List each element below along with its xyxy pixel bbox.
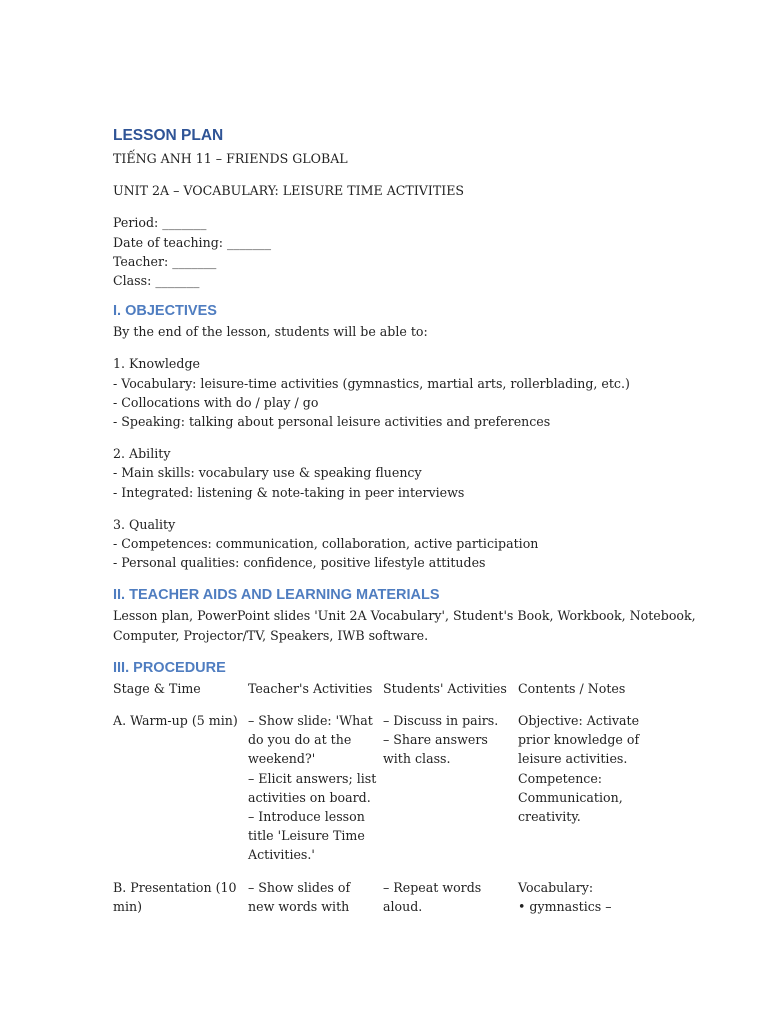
teacher-text: activities on board.	[248, 789, 371, 805]
notes-cell	[518, 711, 653, 826]
teacher-text: – Elicit answers; list	[248, 770, 377, 786]
procedure-row-warmup	[113, 711, 658, 865]
aids-line: Lesson plan, PowerPoint slides 'Unit 2A Vocabulary', Student's Book, Workbook, Notebook,	[113, 608, 696, 624]
teacher-text: new words with	[248, 898, 350, 914]
teacher-cell	[248, 878, 383, 916]
knowledge-item: - Collocations with do / play / go	[113, 394, 319, 410]
teacher-field: Teacher: _______	[113, 253, 217, 269]
quality-item: - Personal qualities: confidence, positive lifestyle attitudes	[113, 555, 486, 571]
procedure-row-presentation	[113, 878, 658, 916]
students-text: – Share answers	[383, 732, 488, 748]
knowledge-section	[113, 354, 658, 431]
ability-section	[113, 444, 658, 502]
stage-text: A. Warm-up (5 min)	[113, 713, 238, 729]
quality-title: 3. Quality	[113, 516, 176, 532]
students-text: with class.	[383, 751, 451, 767]
aids-heading: II. TEACHER AIDS AND LEARNING MATERIALS	[113, 587, 440, 604]
aids-line: Computer, Projector/TV, Speakers, IWB software.	[113, 627, 429, 643]
stage-text: B. Presentation (10	[113, 879, 237, 895]
notes-text: Communication,	[518, 789, 623, 805]
notes-cell	[518, 878, 653, 916]
teacher-text: weekend?'	[248, 751, 316, 767]
teacher-text: – Show slides of	[248, 879, 351, 895]
ability-item: - Integrated: listening & note-taking in peer interviews	[113, 484, 465, 500]
notes-text: prior knowledge of	[518, 732, 640, 748]
teacher-cell	[248, 711, 383, 865]
knowledge-title: 1. Knowledge	[113, 356, 200, 372]
stage-cell	[113, 711, 248, 730]
notes-text: creativity.	[518, 809, 581, 825]
procedure-heading: III. PROCEDURE	[113, 659, 226, 676]
students-text: aloud.	[383, 898, 423, 914]
unit-title: UNIT 2A – VOCABULARY: LEISURE TIME ACTIVITIES	[113, 183, 465, 199]
students-text: – Discuss in pairs.	[383, 713, 499, 729]
notes-text: Objective: Activate	[518, 713, 640, 729]
date-field: Date of teaching: _______	[113, 234, 272, 250]
column-header-stage: Stage & Time	[113, 680, 201, 696]
teacher-text: Activities.'	[248, 847, 315, 863]
objectives-intro: By the end of the lesson, students will be able to:	[113, 324, 428, 340]
knowledge-item: - Vocabulary: leisure-time activities (gymnastics, martial arts, rollerblading, etc.)	[113, 375, 630, 391]
document-title: LESSON PLAN	[113, 127, 224, 144]
period-field: Period: _______	[113, 215, 207, 231]
quality-section	[113, 515, 658, 573]
document-subtitle: TIẾNG ANH 11 – FRIENDS GLOBAL	[113, 151, 348, 166]
students-cell	[383, 878, 518, 916]
stage-cell	[113, 878, 248, 916]
quality-item: - Competences: communication, collaboration, active participation	[113, 536, 539, 552]
lesson-info	[113, 213, 658, 290]
teacher-text: do you do at the	[248, 732, 352, 748]
lesson-plan-page	[113, 125, 696, 916]
teacher-text: – Introduce lesson	[248, 809, 365, 825]
students-text: – Repeat words	[383, 879, 482, 895]
notes-text: leisure activities.	[518, 751, 628, 767]
notes-text: Vocabulary:	[518, 879, 594, 895]
column-header-notes: Contents / Notes	[518, 680, 626, 696]
teacher-text: title 'Leisure Time	[248, 828, 365, 844]
teacher-text: – Show slide: 'What	[248, 713, 373, 729]
column-header-teacher: Teacher's Activities	[248, 680, 373, 696]
ability-item: - Main skills: vocabulary use & speaking fluency	[113, 465, 422, 481]
class-field: Class: _______	[113, 273, 200, 289]
column-header-students: Students' Activities	[383, 680, 507, 696]
stage-text: min)	[113, 898, 142, 914]
notes-text: • gymnastics –	[518, 898, 612, 914]
notes-text: Competence:	[518, 770, 603, 786]
ability-title: 2. Ability	[113, 446, 171, 462]
knowledge-item: - Speaking: talking about personal leisure activities and preferences	[113, 414, 551, 430]
students-cell	[383, 711, 518, 769]
objectives-heading: I. OBJECTIVES	[113, 303, 217, 320]
procedure-header-row	[113, 679, 658, 698]
